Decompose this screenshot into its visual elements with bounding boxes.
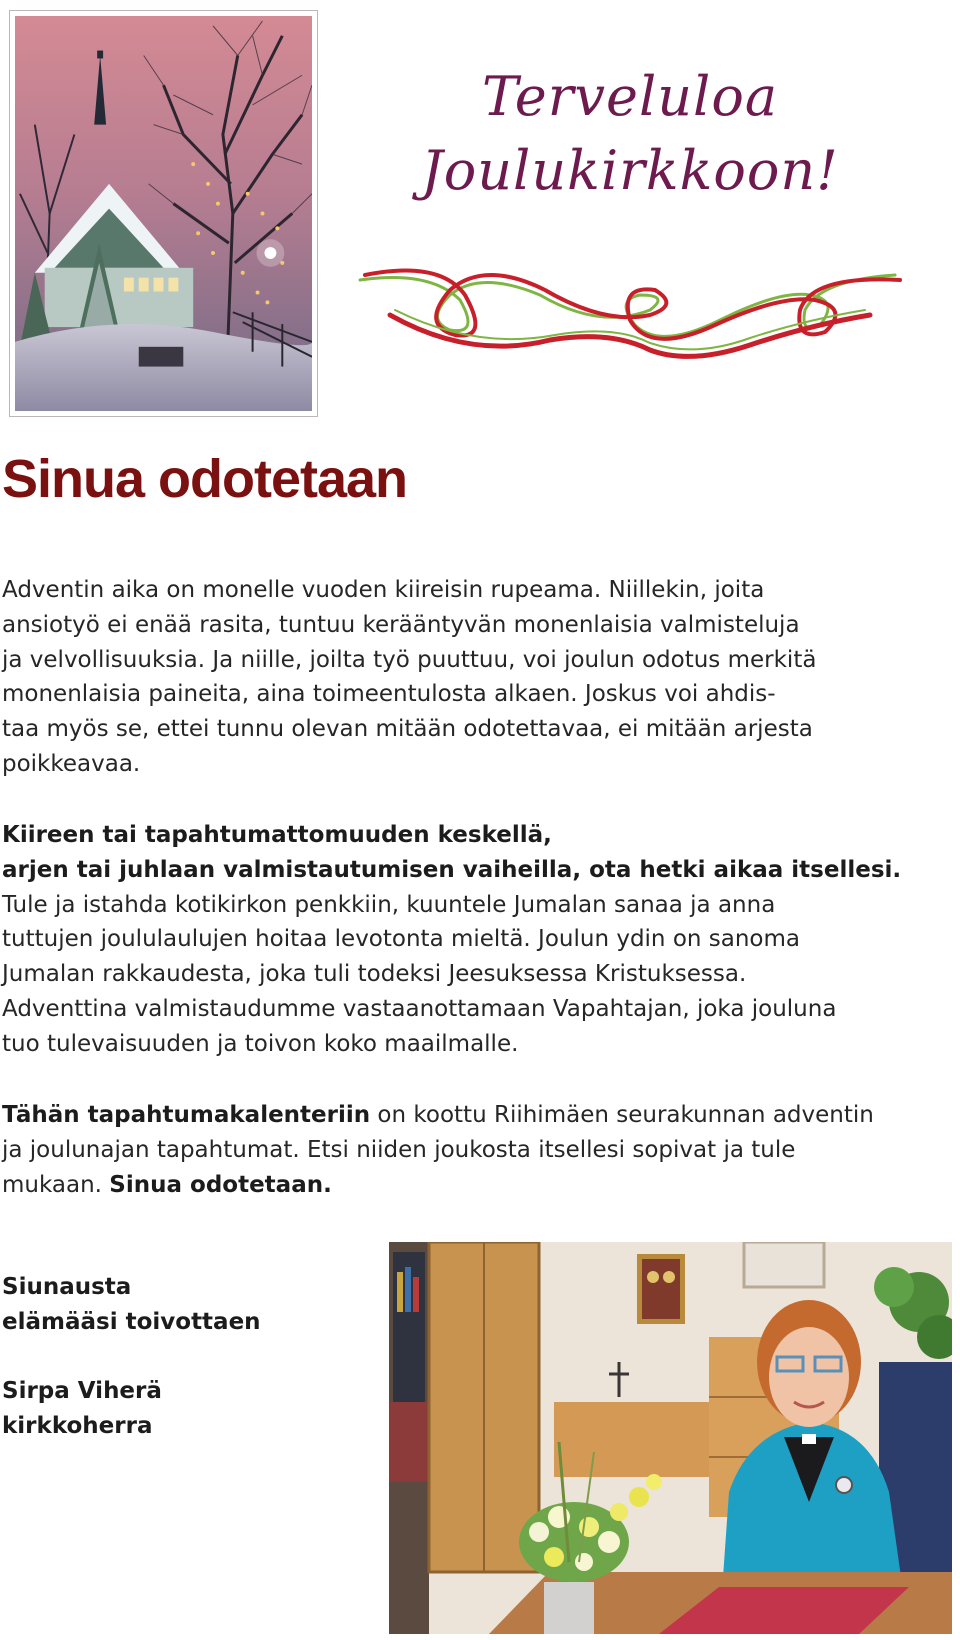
text-line: mukaan. Sinua odotetaan. [2, 1171, 332, 1198]
church-photo [9, 10, 318, 417]
greeting-script [370, 60, 890, 208]
text-line: Tähän tapahtumakalenteriin on koottu Riihimäen seurakunnan adventin [2, 1102, 874, 1128]
text-line-bold: arjen tai juhlaan valmistautumisen vaiheilla, ota hetki aikaa itsellesi. [2, 856, 902, 883]
intro-paragraph [2, 573, 902, 782]
text-line-bold: Kiireen tai tapahtumattomuuden keskellä, [2, 822, 552, 848]
text-line: Adventtina valmistaudumme vastaanottamaan Vapahtajan, joka jouluna [2, 995, 837, 1022]
text-line: ja joulunajan tapahtumat. Etsi niiden joukosta itsellesi sopivat ja tule [2, 1136, 796, 1163]
signature-name: Sirpa Viherä [2, 1378, 162, 1405]
signature-title: kirkkoherra [2, 1413, 153, 1440]
text-line: Adventin aika on monelle vuoden kiireisin rupeama. Niillekin, joita [2, 577, 765, 603]
text-line: taa myös se, ettei tunnu olevan mitään odotettavaa, ei mitään arjesta [2, 716, 813, 743]
text-line: Jumalan rakkaudesta, joka tuli todeksi Jeesuksessa Kristuksessa. [2, 961, 747, 988]
vicar-photo-image [389, 1242, 952, 1634]
text-line: monenlaisia paineita, aina toimeentulosta alkaen. Joskus voi ahdis- [2, 681, 776, 708]
page-title: Sinua odotetaan [2, 449, 408, 509]
ribbon-ornament [350, 240, 910, 370]
calendar-paragraph [2, 1098, 902, 1202]
church-photo-image [15, 16, 312, 411]
signoff [2, 1270, 261, 1444]
text-line: tuttujen joululaulujen hoitaa levotonta mieltä. Joulun ydin on sanoma [2, 926, 801, 953]
text-line: Tule ja istahda kotikirkon penkkiin, kuuntele Jumalan sanaa ja anna [2, 891, 776, 918]
vicar-photo [389, 1242, 952, 1634]
text-line: tuo tulevaisuuden ja toivon koko maailmalle. [2, 1030, 519, 1057]
text-line: ansiotyö ei enää rasita, tuntuu kerääntyvän monenlaisia valmisteluja [2, 611, 800, 638]
text-line: ja velvollisuuksia. Ja niille, joilta työ puuttuu, voi joulun odotus merkitä [2, 646, 817, 673]
signoff-line-1: Siunausta [2, 1274, 132, 1300]
greeting-line-2: Joulukirkkoon! [421, 139, 839, 202]
invitation-paragraph [2, 818, 902, 1062]
text-line: poikkeavaa. [2, 750, 141, 777]
greeting-line-1: Terveluloa [481, 65, 779, 128]
signoff-line-2: elämääsi toivottaen [2, 1308, 261, 1335]
